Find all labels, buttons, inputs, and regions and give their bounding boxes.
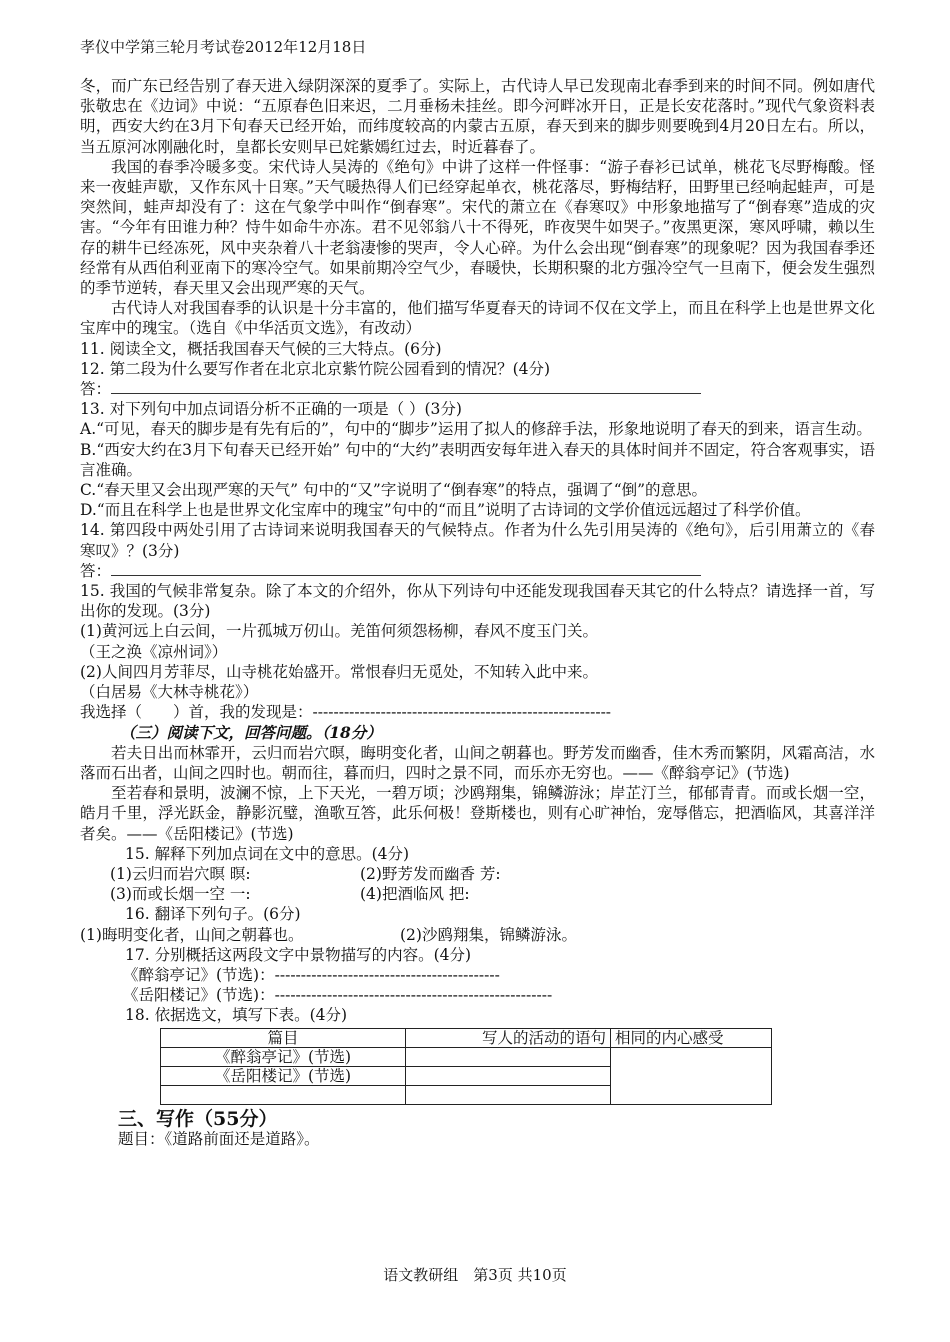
answer-table — [160, 1028, 772, 1105]
table-cell-answer[interactable] — [406, 1085, 611, 1104]
explain-item-3: (3)而或长烟一空 一: — [110, 885, 251, 904]
option-13a: A.“可见，春天的脚步是有先有后的”，句中的“脚步”运用了拟人的修辞手法，形象地说明了春天的到来，语言生动。 — [80, 420, 872, 439]
summary-dashes-1: ------------------------------------------- — [274, 965, 500, 984]
reading-1: 若夫日出而林霏开，云归而岩穴暝，晦明变化者，山间之朝暮也。野芳发而幽香，佳木秀而繁阴，风霜高洁，水落而石出者，山间之四时也。朝而往，暮而归，四时之景不同，而乐亦无穷也。——《醉翁亭记》(节选) — [80, 743, 875, 782]
table-cell-title — [161, 1085, 406, 1104]
question-15-explain: 15. 解释下列加点词在文中的意思。(4分) — [125, 844, 410, 863]
poem-2-source: （白居易《大林寺桃花》） — [80, 683, 259, 702]
summary-label-1: 《醉翁亭记》(节选)： — [123, 965, 275, 984]
table-cell-answer[interactable] — [406, 1047, 611, 1066]
table-header: 相同的内心感受 — [611, 1028, 772, 1047]
question-16: 16. 翻译下列句子。(6分) — [125, 905, 301, 924]
explain-item-1: (1)云归而岩穴暝 暝: — [110, 864, 251, 883]
question-14: 14. 第四段中两处引用了古诗词来说明我国春天的气候特点。作者为什么先引用吴涛的《绝句》，后引用萧立的《春寒叹》？(3分) — [80, 521, 875, 560]
explain-item-4: (4)把酒临风 把: — [360, 885, 470, 904]
table-header-row — [161, 1028, 772, 1047]
summary-line-2[interactable] — [80, 985, 875, 1005]
explain-row-1 — [80, 864, 875, 884]
poem-2: (2)人间四月芳菲尽，山寺桃花始盛开。常恨春归无觅处，不知转入此中来。 — [80, 662, 598, 681]
writing-heading: 三、写作（55分） — [118, 1107, 278, 1130]
explain-item-2: (2)野芳发而幽香 芳: — [360, 864, 501, 883]
answer-underline — [111, 379, 701, 394]
page-header: 孝仪中学第三轮月考试卷2012年12月18日 — [80, 38, 367, 56]
translate-item-2: (2)沙鸥翔集，锦鳞游泳。 — [400, 925, 577, 944]
table-header: 篇目 — [161, 1028, 406, 1047]
question-11: 11. 阅读全文，概括我国春天气候的三大特点。(6分) — [80, 339, 442, 358]
option-13c: C.“春天里又会出现严寒的天气” 句中的“又”字说明了“倒春寒”的特点，强调了“倒”的意思。 — [80, 481, 708, 500]
reading-2: 至若春和景明，波澜不惊，上下天光，一碧万顷；沙鸥翔集，锦鳞游泳；岸芷汀兰，郁郁青青。而或长烟一空，皓月千里，浮光跃金，静影沉璧，渔歌互答，此乐何极！登斯楼也，则有心旷神怡，宠辱偕忘，把酒临风，其喜洋洋者矣。——《岳阳楼记》(节选) — [80, 784, 875, 843]
summary-line-1[interactable] — [80, 965, 875, 985]
page-content — [80, 76, 875, 1149]
answer-label: 答： — [80, 380, 112, 399]
answer-line-12[interactable] — [80, 379, 875, 399]
question-12: 12. 第二段为什么要写作者在北京北京紫竹院公园看到的情况？(4分) — [80, 359, 551, 378]
summary-label-2: 《岳阳楼记》(节选)： — [123, 986, 275, 1005]
translate-row — [80, 925, 875, 945]
writing-topic: 题目：《道路前面还是道路》。 — [118, 1129, 320, 1148]
table-cell-title: 《醉翁亭记》(节选) — [161, 1047, 406, 1066]
passage-paragraph-3: 古代诗人对我国春季的认识是十分丰富的，他们描写华夏春天的诗词不仅在文学上，而且在科学上也是世界文化宝库中的瑰宝。（选自《中华活页文选》，有改动） — [80, 299, 875, 338]
passage-paragraph-2: 我国的春季冷暖多变。宋代诗人吴涛的《绝句》中讲了这样一件怪事：“游子春衫已试单，桃花飞尽野梅酸。怪来一夜蛙声歇，又作东风十日寒。”天气暖热得人们已经穿起单衣，桃花落尽，野梅结籽，田野里已经响起蛙声，可是突然间，蛙声却没有了：这在气象学中叫作“倒春寒”。宋代的萧立在《春寒叹》中形象地描写了“倒春寒”造成的灾害。“今年有田谁力种？恃牛如命牛亦冻。君不见邻翁八十不得死，昨夜哭牛如哭子。”夜黑更深，寒风呼啸，赖以生存的耕牛已经冻死，风中夹杂着八十老翁凄惨的哭声，令人心碎。为什么会出现“倒春寒”的现象呢？因为我国春季还经常有从西伯利亚南下的寒冷空气。如果前期冷空气少，春暖快，长期积聚的北方强冷空气一旦南下，便会发生强烈的季节逆转，春天里又会出现严寒的天气。 — [80, 157, 875, 298]
summary-dashes-2: ----------------------------------------------------- — [274, 986, 553, 1005]
translate-item-1: (1)晦明变化者，山间之朝暮也。 — [80, 925, 304, 944]
question-17: 17. 分别概括这两段文字中景物描写的内容。(4分) — [125, 945, 472, 964]
table-cell-title: 《岳阳楼记》(节选) — [161, 1066, 406, 1085]
table-row — [161, 1047, 772, 1066]
passage-paragraph-1: 冬，而广东已经告别了春天进入绿阴深深的夏季了。实际上，古代诗人早已发现南北春季到来的时间不同。例如唐代张敬忠在《边词》中说：“五原春色旧来迟，二月垂杨未挂丝。即今河畔冰开日，正是长安花落时。”现代气象资料表明，西安大约在3月下旬春天已经开始，而纬度较高的内蒙古五原，春天到来的脚步则要晚到4月20日左右。所以，当五原河冰刚融化时，皇都长安则早已姹紫嫣红过去，时近暮春了。 — [80, 77, 875, 156]
answer-dashes: --------------------------------------------------------- — [312, 703, 612, 722]
page-footer: 语文教研组 第3页 共10页 — [383, 1266, 567, 1284]
answer-line-14[interactable] — [80, 561, 875, 581]
poem-1: (1)黄河远上白云间，一片孤城万仞山。羌笛何须怨杨柳，春风不度玉门关。 — [80, 622, 598, 641]
question-15: 15. 我国的气候非常复杂。除了本文的介绍外，你从下列诗句中还能发现我国春天其它的什么特点？请选择一首，写出你的发现。(3分) — [80, 582, 875, 621]
table-cell-feeling[interactable] — [611, 1047, 772, 1104]
option-13d: D.“而且在科学上也是世界文化宝库中的瑰宝”句中的“而且”说明了古诗词的文学价值远远超过了科学价值。 — [80, 501, 811, 520]
answer-label: 答： — [80, 561, 112, 580]
poem-1-source: （王之涣《凉州词》） — [80, 642, 228, 661]
answer-underline — [111, 561, 701, 576]
choice-prompt: 我选择（ ）首，我的发现是： — [80, 703, 313, 722]
table-cell-answer[interactable] — [406, 1066, 611, 1085]
question-13: 13. 对下列句中加点词语分析不正确的一项是（ ）(3分) — [80, 400, 462, 419]
answer-line-15[interactable] — [80, 702, 875, 722]
explain-row-2 — [80, 884, 875, 904]
section-3-heading: （三）阅读下文，回答问题。（18分） — [120, 722, 382, 742]
question-18: 18. 依据选文，填写下表。(4分) — [125, 1006, 348, 1025]
option-13b: B.“西安大约在3月下旬春天已经开始” 句中的“大约”表明西安每年进入春天的具体时间并不固定，符合客观事实，语言准确。 — [80, 440, 875, 479]
table-header: 写人的活动的语句 — [406, 1028, 611, 1047]
